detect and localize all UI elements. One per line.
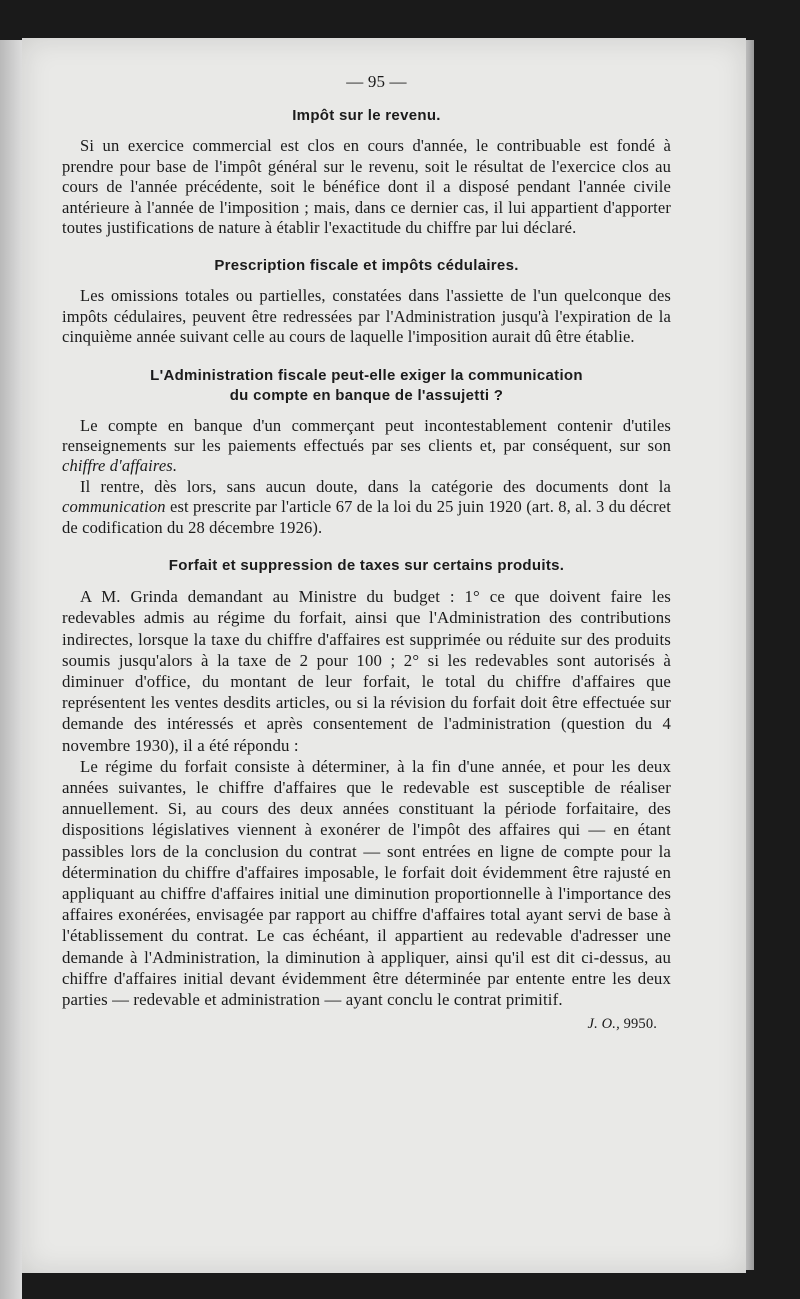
section-title-line2: du compte en banque de l'assujetti ? — [229, 386, 504, 404]
book-page — [22, 38, 746, 1273]
paragraph — [62, 477, 671, 538]
paragraph: Les omissions totales ou partielles, constatées dans l'assiette de l'un quelconque des impôts cédulaires, peuvent être redressées par l'Administration jusqu'à l'expiration de la cinquième année suivant celle au cours de laquelle l'imposition aurait dû être établie. — [62, 286, 671, 347]
source-reference — [62, 1014, 671, 1034]
section-title: Prescription fiscale et impôts cédulaires. — [214, 257, 519, 275]
italic-term: chiffre d'affaires. — [62, 456, 178, 476]
section-impot-revenu — [62, 106, 671, 238]
paragraph: Si un exercice commercial est clos en cours d'année, le contribuable est fondé à prendre pour base de l'impôt général sur le revenu, soit le résultat de l'exercice clos au cours de l'année précédente, soit le bénéfice dont il a disposé pendant l'année civile antérieure à l'année de l'imposition ; mais, dans ce dernier cas, il lui appartient d'apporter toutes justifications de nature à établir l'exactitude du chiffre par lui déclaré. — [62, 136, 671, 238]
page-number: — 95 — — [346, 72, 407, 91]
paragraph-text: est prescrite par l'article 67 de la loi du 25 juin 1920 (art. 8, al. 3 du décret de codification du 28 décembre 1926). — [62, 497, 671, 537]
paragraph — [62, 416, 671, 477]
section-title — [62, 366, 671, 406]
section-compte-banque — [62, 366, 671, 538]
section-title: Impôt sur le revenu. — [292, 107, 441, 125]
paragraph-text: Il rentre, dès lors, sans aucun doute, dans la catégorie des documents dont la — [80, 476, 671, 496]
italic-term: communication — [62, 497, 166, 517]
adjacent-page-edge — [0, 40, 22, 1299]
source-journal: J. O., — [587, 1016, 620, 1033]
section-title: Forfait et suppression de taxes sur certains produits. — [168, 557, 565, 575]
paragraph: Le régime du forfait consiste à déterminer, à la fin d'une année, et pour les deux années suivantes, le chiffre d'affaires que le redevable est susceptible de réaliser annuellement. Si, au cours des deux années constituant la période forfaitaire, des dispositions législatives viennent à exonérer de l'impôt des affaires qui — en étant passibles lors de la conclusion du contrat — sont entrées en ligne de compte pour la détermination du chiffre d'affaires imposable, le forfait doit évidemment être rajusté en appliquant au chiffre d'affaires initial une diminution proportionnelle à l'importance des affaires exonérées, envisagée par rapport au chiffre d'affaires total ayant servi de base à l'établissement du contrat. Le cas échéant, il appartient au redevable d'adresser une demande à l'Administration, la diminution à appliquer, ainsi qu'il est dit ci-dessus, au chiffre d'affaires initial devant évidemment être déterminée par entente entre les deux parties — redevable et administration — ayant conclu le contrat primitif. — [62, 756, 671, 1009]
section-title-line1: L'Administration fiscale peut-elle exiger la communication — [150, 366, 583, 384]
paragraph: A M. Grinda demandant au Ministre du budget : 1° ce que doivent faire les redevables admis au régime du forfait, ainsi que l'Administration des contributions indirectes, lorsque la taxe du chiffre d'affaires est supprimée ou réduite sur des produits soumis jusqu'alors à la taxe de 2 pour 100 ; 2° si les redevables sont autorisés à diminuer d'office, du montant de leur forfait, le total du chiffre d'affaires que représentent les ventes desdits articles, ou si la révision du forfait doit être effectuée sur demande des intéressés et après consentement de l'administration (question du 4 novembre 1930), il a été répondu : — [62, 587, 671, 755]
section-forfait — [62, 556, 671, 1034]
source-page: 9950. — [619, 1016, 657, 1033]
page-content — [62, 72, 671, 1053]
section-prescription — [62, 256, 671, 347]
paragraph-text: Le compte en banque d'un commerçant peut incontestablement contenir d'utiles renseignements sur les paiements effectués par ses clients et, par conséquent, sur son — [62, 415, 671, 456]
